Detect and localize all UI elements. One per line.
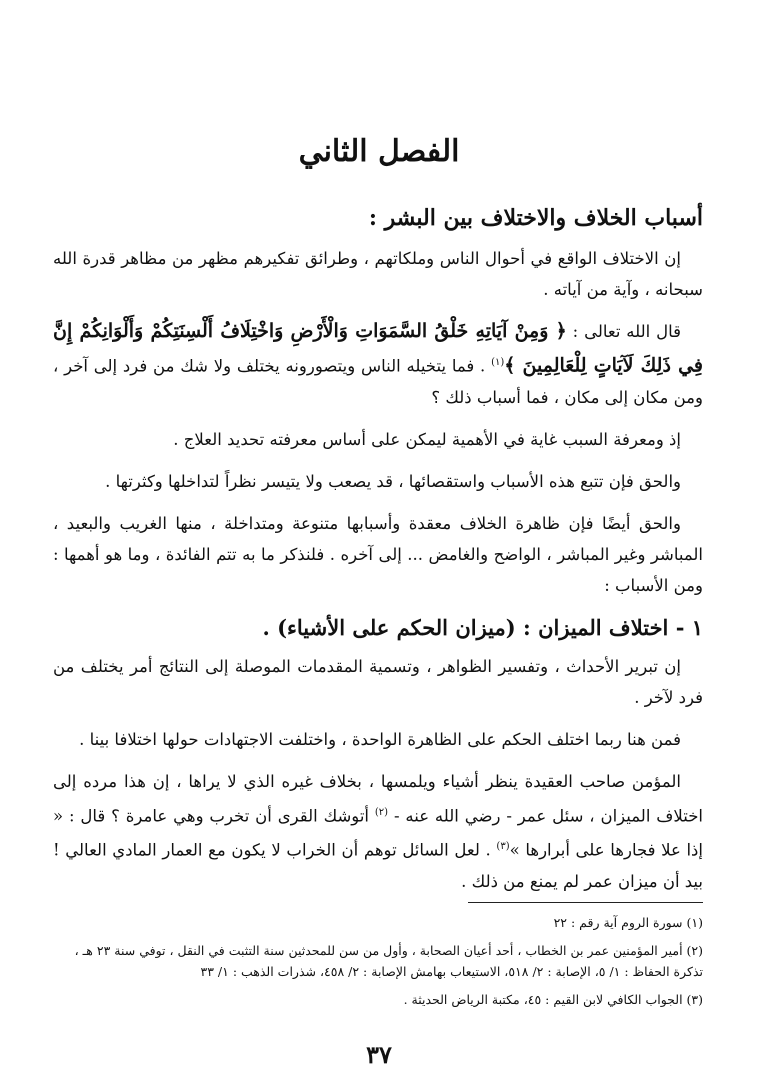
footnotes: [53, 912, 703, 1017]
paragraph-3: إذ ومعرفة السبب غاية في الأهمية ليمكن على أساس معرفته تحديد العلاج .: [173, 429, 681, 449]
verse-intro: قال الله تعالى :: [566, 322, 681, 341]
main-body: [53, 243, 703, 908]
footnote-3: (٣) الجواب الكافي لابن القيم : ٤٥، مكتبة الرياض الحديثة .: [403, 992, 703, 1007]
sub-heading: ١ - اختلاف الميزان : (ميزان الحكم على الأشياء) .: [262, 614, 703, 640]
quran-verse: ﴿ وَمِنْ آيَاتِهِ خَلْقُ السَّمَوَاتِ وَالْأَرْضِ وَاخْتِلَافُ أَلْسِنَتِكُمْ وَأَلْوَانِكُمْ إِنَّ فِي ذَلِكَ لَآيَاتٍ لِلْعَالِمِينَ ﴾: [53, 320, 703, 377]
footnote-ref-1: (١): [491, 357, 505, 368]
paragraph-8: [53, 766, 703, 897]
paragraph-7: فمن هنا ربما اختلف الحكم على الظاهرة الواحدة ، واختلفت الاجتهادات حولها اختلافا بينا .: [79, 729, 681, 749]
paragraph-8-part-a: المؤمن صاحب العقيدة ينظر أشياء ويلمسها ، بخلاف غيره الذي لا يراها ، إن هذا مرده إلى اختلاف الميزان ، سئل عمر - رضي الله عنه -: [53, 771, 704, 825]
paragraph-2-rest: . فما يتخيله الناس ويتصورونه يختلف ولا شك من فرد إلى آخر ، ومن مكان إلى مكان ، فما أسباب ذلك ؟: [53, 356, 703, 407]
footnote-ref-2: (٢): [374, 806, 389, 818]
paragraph-6: إن تبرير الأحداث ، وتفسير الظواهر ، وتسمية المقدمات الموصلة إلى النتائج أمر يختلف من فرد لآخر .: [53, 656, 703, 707]
footnote-divider: [468, 902, 703, 903]
footnote-ref-3: (٣): [496, 841, 510, 852]
paragraph-4: والحق فإن تتبع هذه الأسباب واستقصائها ، قد يصعب ولا يتيسر نظراً لتداخلها وكثرتها .: [105, 471, 681, 491]
paragraph-8-part-c: . لعل السائل توهم أن الخراب لا يكون مع العمار المادي العالي ! بيد أن ميزان عمر لم يمنع من ذلك .: [53, 840, 703, 891]
paragraph-2: [53, 316, 703, 413]
paragraph-5: والحق أيضًا فإن ظاهرة الخلاف معقدة وأسبابها متنوعة ومتداخلة ، منها الغريب والبعيد ، المباشر وغير المباشر ، الواضح والغامض ... إلى آخره . فلنذكر ما به تتم الفائدة ، وما هو أهمها : ومن الأسباب :: [53, 513, 703, 595]
footnote-2: (٢) أمير المؤمنين عمر بن الخطاب ، أحد أعيان الصحابة ، وأول من سن للمحدثين سنة التثبت في النقل ، توفي سنة ٢٣ هـ ، تذكرة الحفاظ : ١/ ٥، الإصابة : ٢/ ٥١٨، الاستيعاب بهامش الإصابة : ٢/ ٤٥٨، شذرات الذهب : ١/ ٣٣: [74, 943, 703, 979]
section-heading: أسباب الخلاف والاختلاف بين البشر :: [368, 205, 703, 231]
page-number: ٣٧: [366, 1040, 392, 1069]
paragraph-1: إن الاختلاف الواقع في أحوال الناس وملكاتهم ، وطرائق تفكيرهم مظهر من مظاهر قدرة الله سبحانه ، وآية من آياته .: [53, 249, 703, 299]
footnote-1: (١) سورة الروم آية رقم : ٢٢: [553, 915, 703, 930]
paragraph-8-part-b: أتوشك القرى أن تخرب وهي عامرة ؟ قال : « إذا علا فجارها على أبرارها »: [53, 806, 703, 860]
chapter-title: الفصل الثاني: [298, 134, 460, 169]
